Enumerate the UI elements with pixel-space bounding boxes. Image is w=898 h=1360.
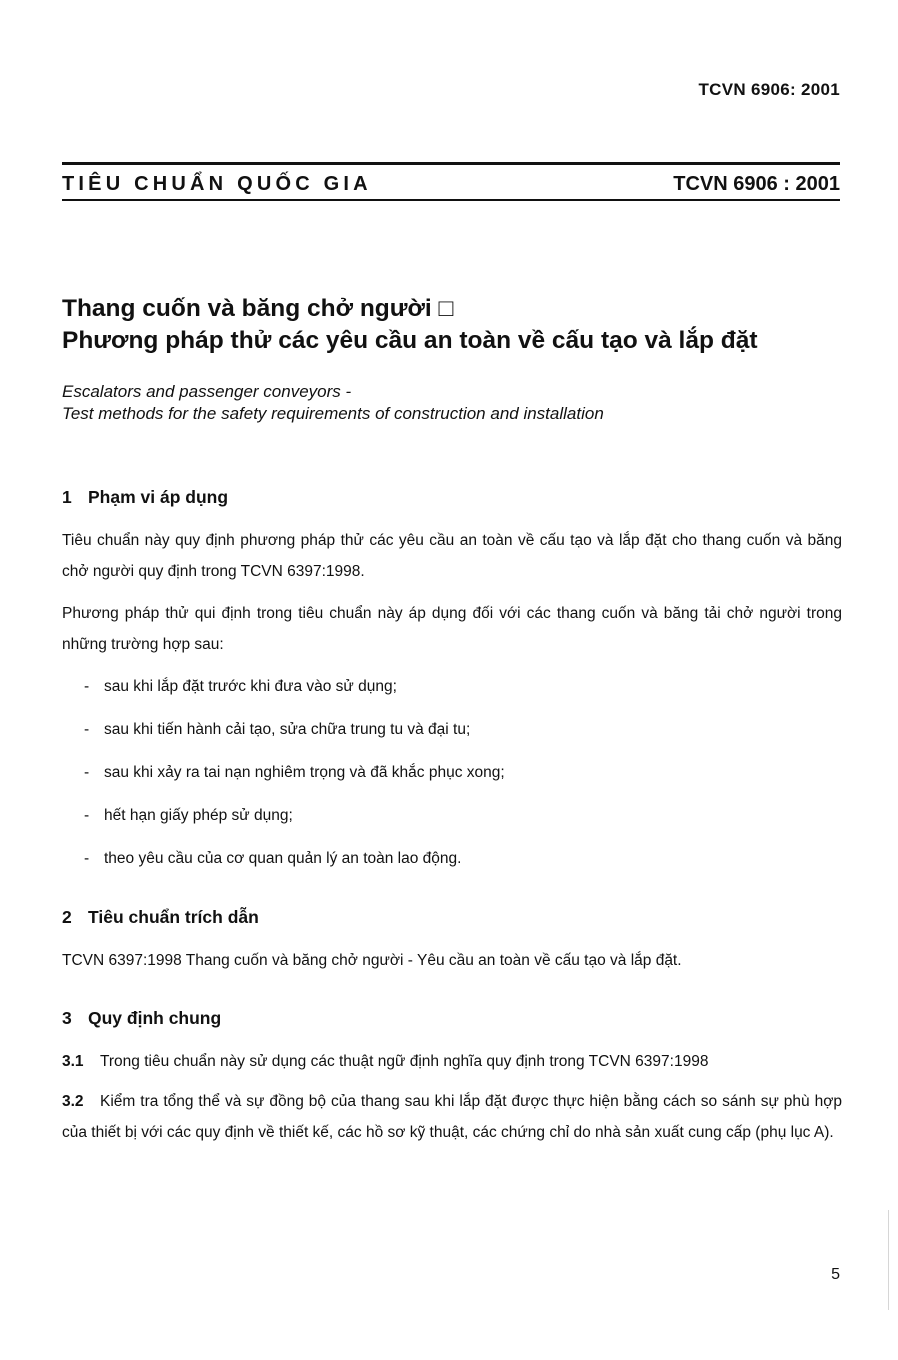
list-item [84,765,505,781]
english-title-line-1: Escalators and passenger conveyors - [62,382,352,401]
section-1-number: 1 [62,487,72,507]
section-3-title: Quy định chung [88,1008,222,1028]
list-item [84,722,470,738]
list-dash: - [84,850,90,867]
banner-bottom-rule [62,199,840,201]
banner-national-standard: TIÊU CHUẨN QUỐC GIA [62,173,372,195]
list-item-text: sau khi xảy ra tai nạn nghiêm trọng và đã khắc phục xong; [104,764,505,781]
list-dash: - [84,807,90,824]
english-title-line-2: Test methods for the safety requirements of construction and installation [62,404,604,423]
clause-3-2 [62,1086,842,1148]
document-title-line-2: Phương pháp thử các yêu cầu an toàn về cấu tạo và lắp đặt [62,327,758,354]
list-dash: - [84,678,90,695]
clause-3-1-text: Trong tiêu chuẩn này sử dụng các thuật ngữ định nghĩa quy định trong TCVN 6397:1998 [100,1053,709,1070]
section-2-reference: TCVN 6397:1998 Thang cuốn và băng chở người - Yêu cầu an toàn về cấu tạo và lắp đặt. [62,952,682,969]
section-2-title: Tiêu chuẩn trích dẫn [88,907,259,927]
section-2-heading [62,909,259,927]
list-item-text: sau khi tiến hành cải tạo, sửa chữa trung tu và đại tu; [104,721,471,738]
clause-3-1 [62,1046,842,1077]
section-3-number: 3 [62,1008,72,1028]
list-dash: - [84,721,90,738]
page-number: 5 [831,1266,840,1283]
banner-top-rule [62,162,840,165]
section-3-heading [62,1010,221,1028]
clause-3-2-number: 3.2 [62,1093,84,1110]
clause-3-1-number: 3.1 [62,1053,84,1070]
scan-edge-mark [888,1210,889,1310]
section-1-paragraph-1: Tiêu chuẩn này quy định phương pháp thử các yêu cầu an toàn về cấu tạo và lắp đặt cho thang cuốn và băng chở người quy định trong TCVN 6397:1998. [62,532,842,580]
banner-doc-code: TCVN 6906 : 2001 [673,173,840,195]
list-item-text: hết hạn giấy phép sử dụng; [104,807,293,824]
list-item [84,851,461,867]
clause-3-2-text: Kiểm tra tổng thể và sự đồng bộ của thang sau khi lắp đặt được thực hiện bằng cách so sánh sự phù hợp của thiết bị với các quy định về thiết kế, các hồ sơ kỹ thuật, các chứng chỉ do nhà sản xuất cung cấp (phụ lục A). [62,1093,842,1141]
header-doc-code: TCVN 6906: 2001 [698,80,840,99]
list-dash: - [84,764,90,781]
document-title-line-1: Thang cuốn và băng chở người □ [62,295,454,322]
list-item [84,679,397,695]
list-item-text: sau khi lắp đặt trước khi đưa vào sử dụng; [104,678,397,695]
section-2-number: 2 [62,907,72,927]
section-1-heading [62,489,228,507]
section-1-paragraph-2: Phương pháp thử qui định trong tiêu chuẩn này áp dụng đối với các thang cuốn và băng tải chở người trong những trường hợp sau: [62,605,842,653]
section-1-title: Phạm vi áp dụng [88,487,229,507]
list-item-text: theo yêu cầu của cơ quan quản lý an toàn lao động. [104,850,462,867]
list-item [84,808,293,824]
